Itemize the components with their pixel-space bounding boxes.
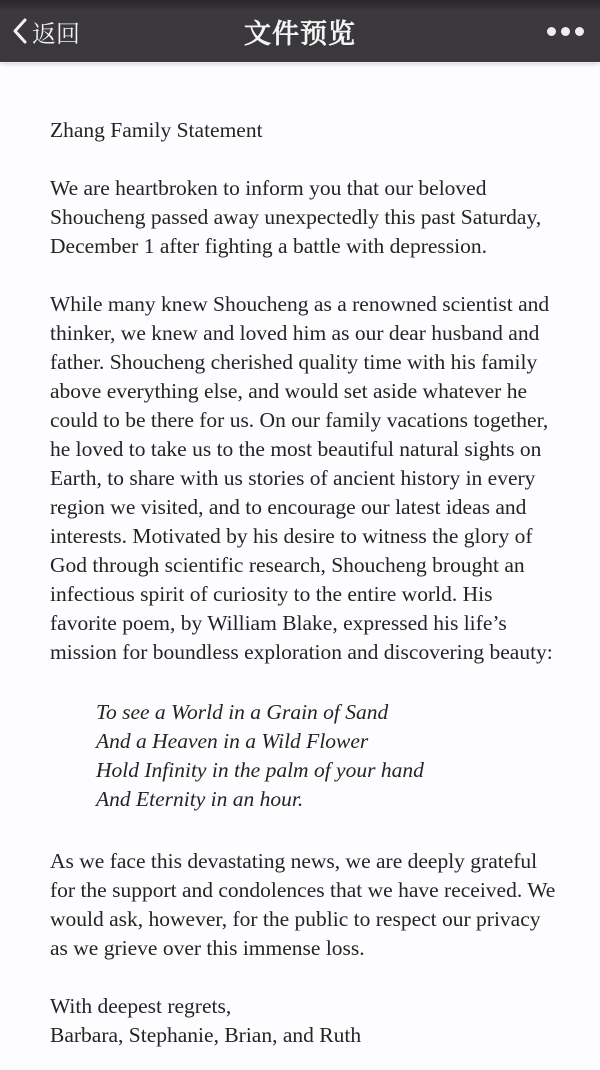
poem-line: Hold Infinity in the palm of your hand <box>96 758 424 782</box>
paragraph-tribute: While many knew Shoucheng as a renowned scientist and thinker, we knew and loved him as our dear husband and father. Shoucheng cherished quality time with his family above everything else, and would set aside whatever he could to be there for us. On our family vacations together, he loved to take us to the most beautiful natural sights on Earth, to share with us stories of ancient history in every region we visited, and to encourage our latest ideas and interests. Motivated by his desire to witness the glory of God through scientific research, Shoucheng brought an infectious spirit of curiosity to the entire world. His favorite poem, by William Blake, expressed his life’s mission for boundless exploration and discovering beauty: <box>50 292 553 664</box>
closing-block <box>50 992 556 1050</box>
page-title: 文件预览 <box>244 18 356 49</box>
back-chevron-icon <box>12 17 28 45</box>
poem-line: To see a World in a Grain of Sand <box>96 700 389 724</box>
more-options-button[interactable] <box>531 13 600 50</box>
poem-line: And a Heaven in a Wild Flower <box>96 729 369 753</box>
nav-bar <box>0 0 600 62</box>
back-label: 返回 <box>32 20 80 48</box>
poem-block <box>96 698 556 814</box>
more-dots-icon <box>575 27 584 36</box>
more-dots-icon <box>547 27 556 36</box>
back-button[interactable] <box>0 0 90 62</box>
paragraph-announcement: We are heartbroken to inform you that our beloved Shoucheng passed away unexpectedly this past Saturday, December 1 after fighting a battle with depression. <box>50 176 542 258</box>
signoff: With deepest regrets, <box>50 994 232 1018</box>
document-title: Zhang Family Statement <box>50 118 263 142</box>
poem-line: And Eternity in an hour. <box>96 787 304 811</box>
more-dots-icon <box>561 27 570 36</box>
document-preview <box>0 62 600 1070</box>
paragraph-gratitude: As we face this devastating news, we are deeply grateful for the support and condolences that we have received. We would ask, however, for the public to respect our privacy as we grieve over this immense loss. <box>50 849 556 960</box>
signature: Barbara, Stephanie, Brian, and Ruth <box>50 1023 362 1047</box>
